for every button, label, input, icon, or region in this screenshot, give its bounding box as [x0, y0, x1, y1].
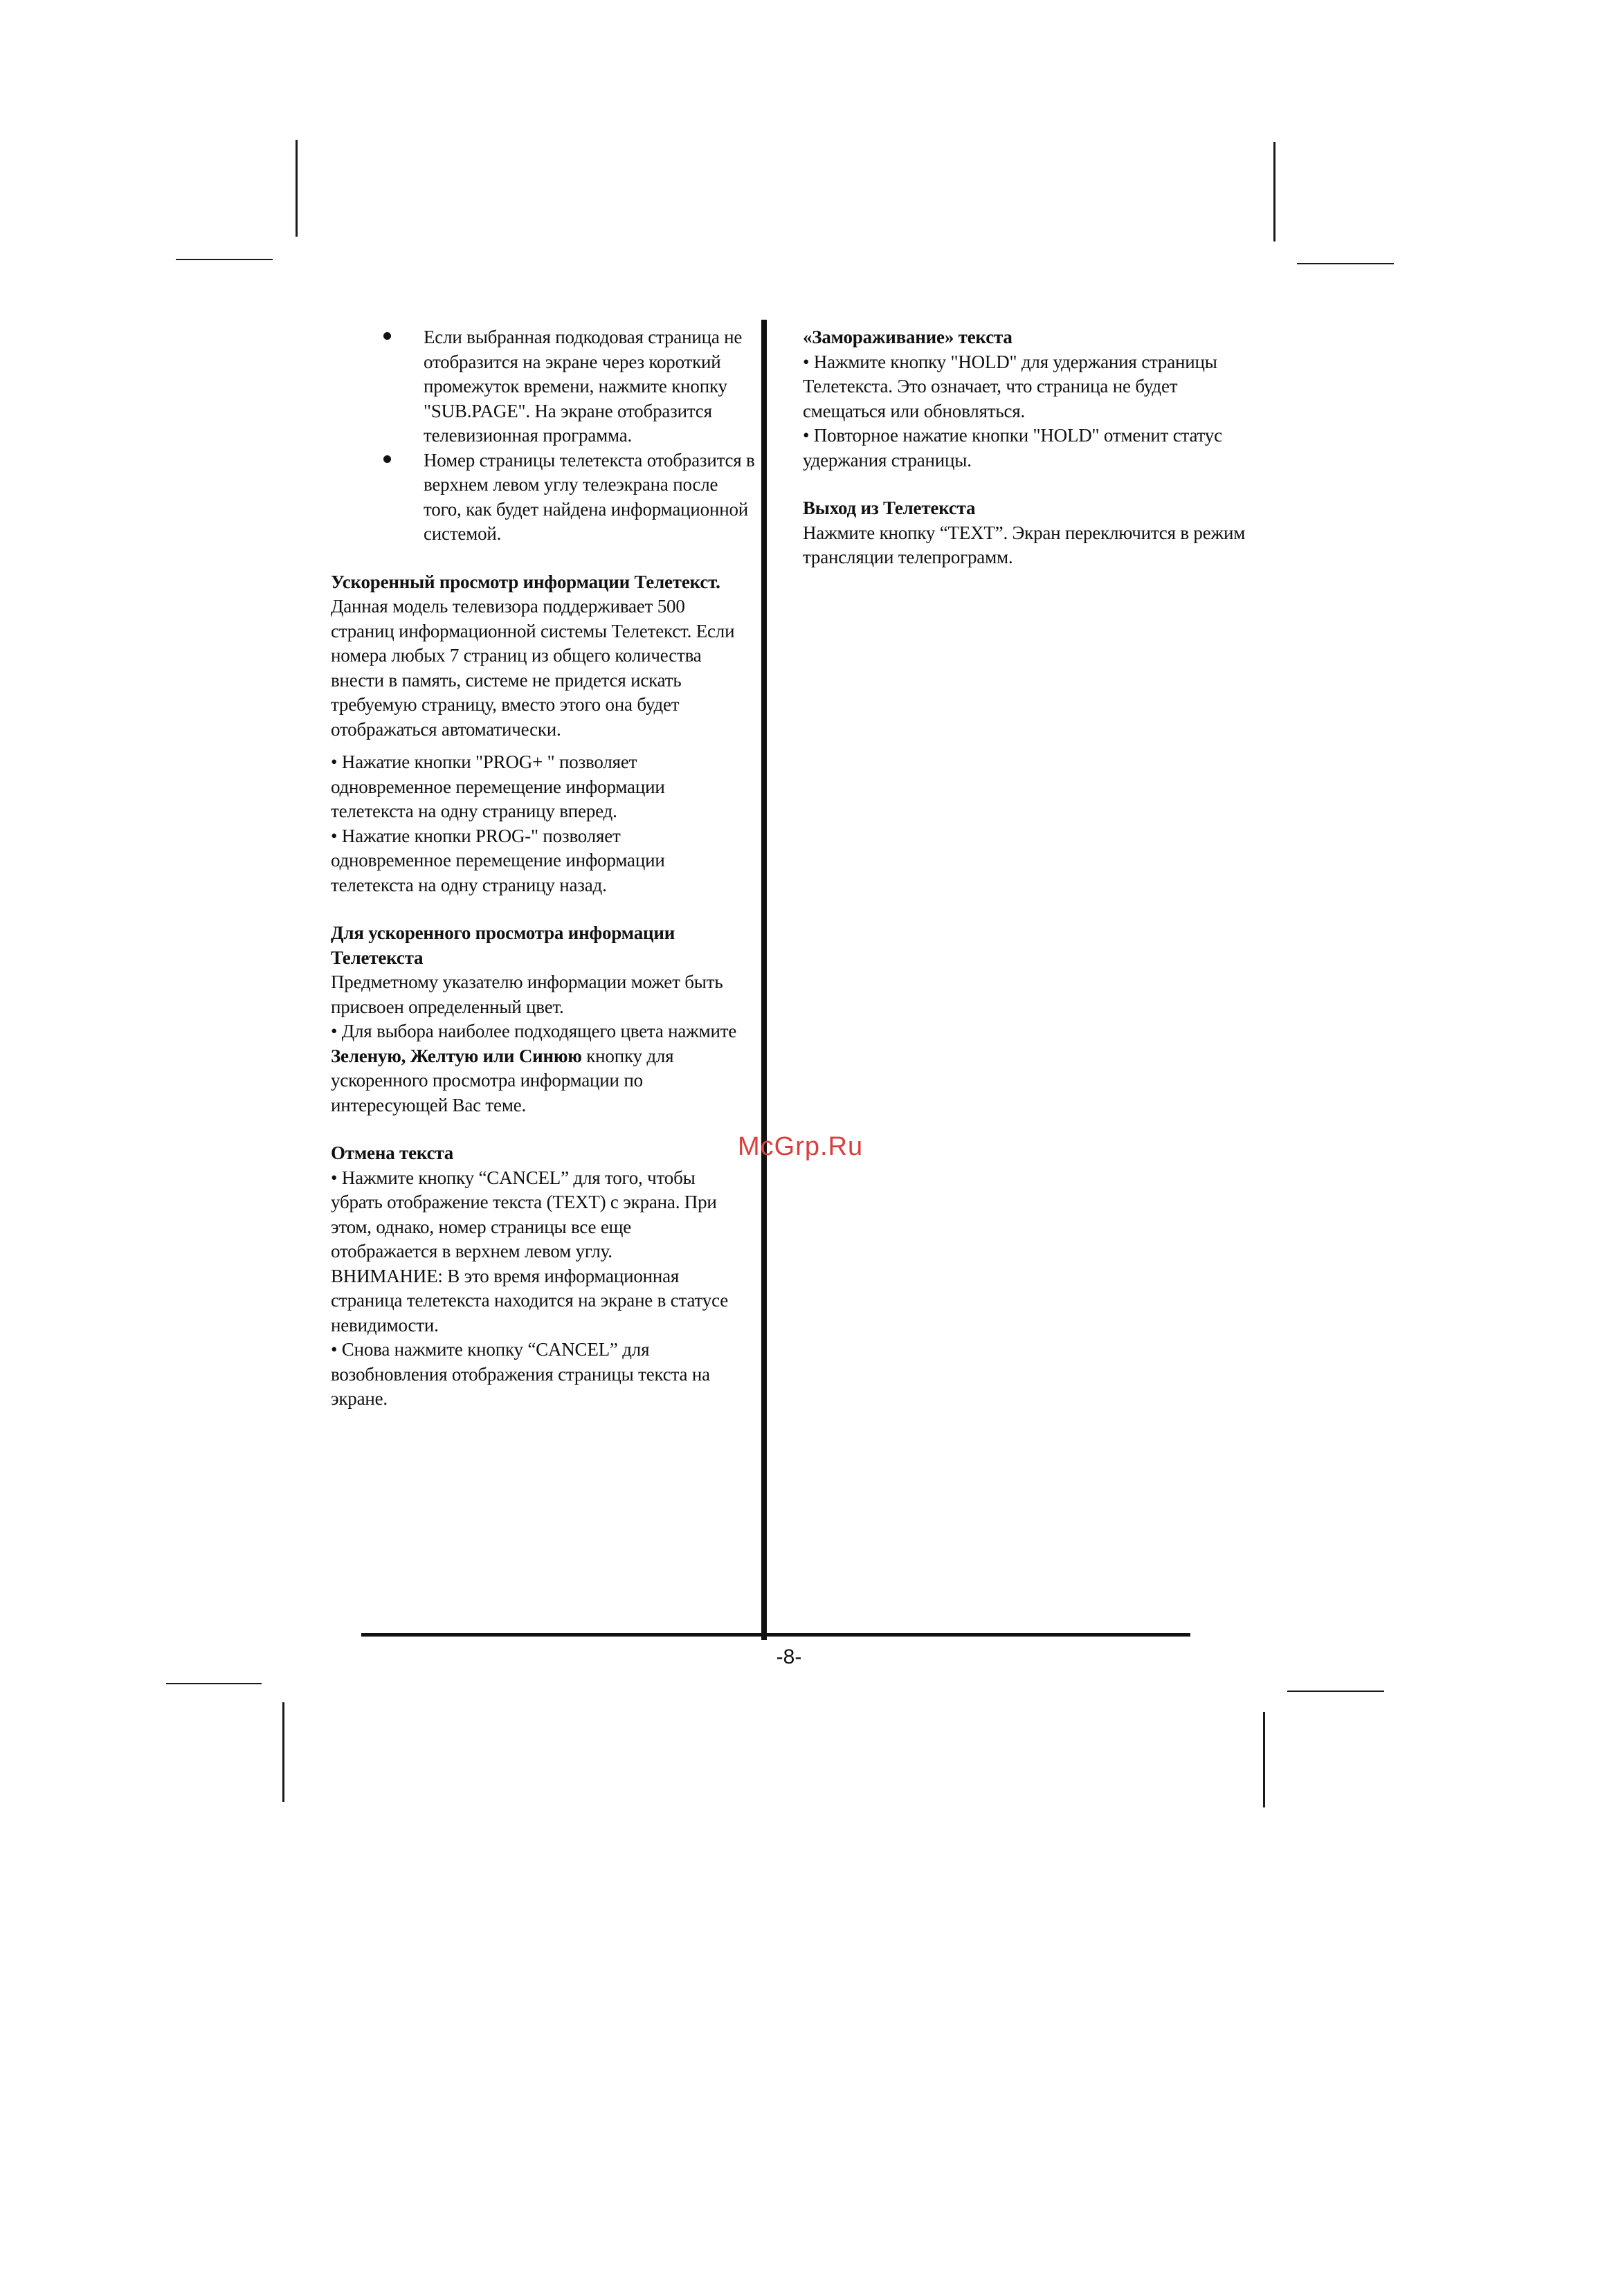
crop-mark-bottom-left-vertical	[282, 1702, 284, 1802]
section-heading-fast-view-index: Для ускоренного просмотра информации Телетекста	[331, 922, 675, 968]
paragraph-cancel-1: • Нажмите кнопку “CANCEL” для того, чтобы убрать отображение текста (TEXT) с экрана. При этом, однако, номер страницы все еще отображается в верхнем левом углу.	[331, 1167, 717, 1261]
paragraph-cancel-2: • Снова нажмите кнопку “CANCEL” для возобновления отображения страницы текста на экране.	[331, 1339, 710, 1409]
crop-mark-top-left-horizontal	[176, 259, 273, 260]
right-column	[803, 325, 1246, 570]
paragraph-color-index: Предметному указателю информации может быть присвоен определенный цвет.	[331, 972, 723, 1017]
paragraph-hold-1: • Нажмите кнопку "HOLD" для удержания страницы Телетекста. Это означает, что страница не будет смещаться или обновляться.	[803, 351, 1217, 421]
crop-mark-top-left-vertical	[296, 140, 298, 237]
paragraph-exit: Нажмите кнопку “TEXT”. Экран переключится в режим трансляции телепрограмм.	[803, 522, 1246, 567]
bullet-list	[383, 325, 757, 547]
column-divider	[761, 320, 767, 1640]
section-heading-exit: Выход из Телетекста	[803, 498, 976, 518]
section-heading-cancel: Отмена текста	[331, 1142, 454, 1163]
crop-mark-top-right-vertical	[1273, 142, 1275, 242]
paragraph-hold-2: • Повторное нажатие кнопки "HOLD" отменит статус удержания страницы.	[803, 425, 1222, 471]
paragraph-attention: ВНИМАНИЕ: В это время информационная страница телетекста находится на экране в статусе невидимости.	[331, 1265, 728, 1336]
paragraph-color-buttons: • Для выбора наиболее подходящего цвета нажмите Зеленую, Желтую или Синюю кнопку для ускоренного просмотра информации по интересующей Вас теме.	[331, 1021, 737, 1115]
paragraph-memory: Данная модель телевизора поддерживает 500 страниц информационной системы Телетекст. Если номера любых 7 страниц из общего количества внести в память, системе не придется искать требуемую страницу, вместо этого она будет отображаться автоматически.	[331, 596, 735, 740]
section-heading-hold: «Замораживание» текста	[803, 327, 1013, 347]
crop-mark-bottom-right-horizontal	[1287, 1691, 1384, 1692]
bullet-icon	[383, 332, 391, 340]
color-buttons-bold: Зеленую, Желтую или Синюю	[331, 1045, 582, 1066]
left-column	[331, 325, 755, 1412]
section-heading-fast-view: Ускоренный просмотр информации Телетекст.	[331, 571, 720, 592]
footer-rule	[361, 1633, 1190, 1637]
crop-mark-top-right-horizontal	[1297, 263, 1394, 264]
paragraph-prog-plus: • Нажатие кнопки "PROG+ " позволяет одновременное перемещение информации телетекста на одну страницу вперед.	[331, 751, 665, 821]
list-item: Номер страницы телетекста отобразится в верхнем левом углу телеэкрана после того, как будет найдена информационной системой.	[383, 448, 757, 547]
page-number: -8-	[776, 1646, 802, 1668]
crop-mark-bottom-right-vertical	[1263, 1712, 1265, 1807]
paragraph-prog-minus: • Нажатие кнопки PROG-" позволяет одновременное перемещение информации телетекста на одну страницу назад.	[331, 825, 665, 895]
watermark: McGrp.Ru	[738, 1132, 864, 1161]
crop-mark-bottom-left-horizontal	[166, 1683, 262, 1684]
bullet-icon	[383, 455, 391, 463]
list-item: Если выбранная подкодовая страница не отобразится на экране через короткий промежуток времени, нажмите кнопку "SUB.PAGE". На экране отобразится телевизионная программа.	[383, 325, 757, 448]
